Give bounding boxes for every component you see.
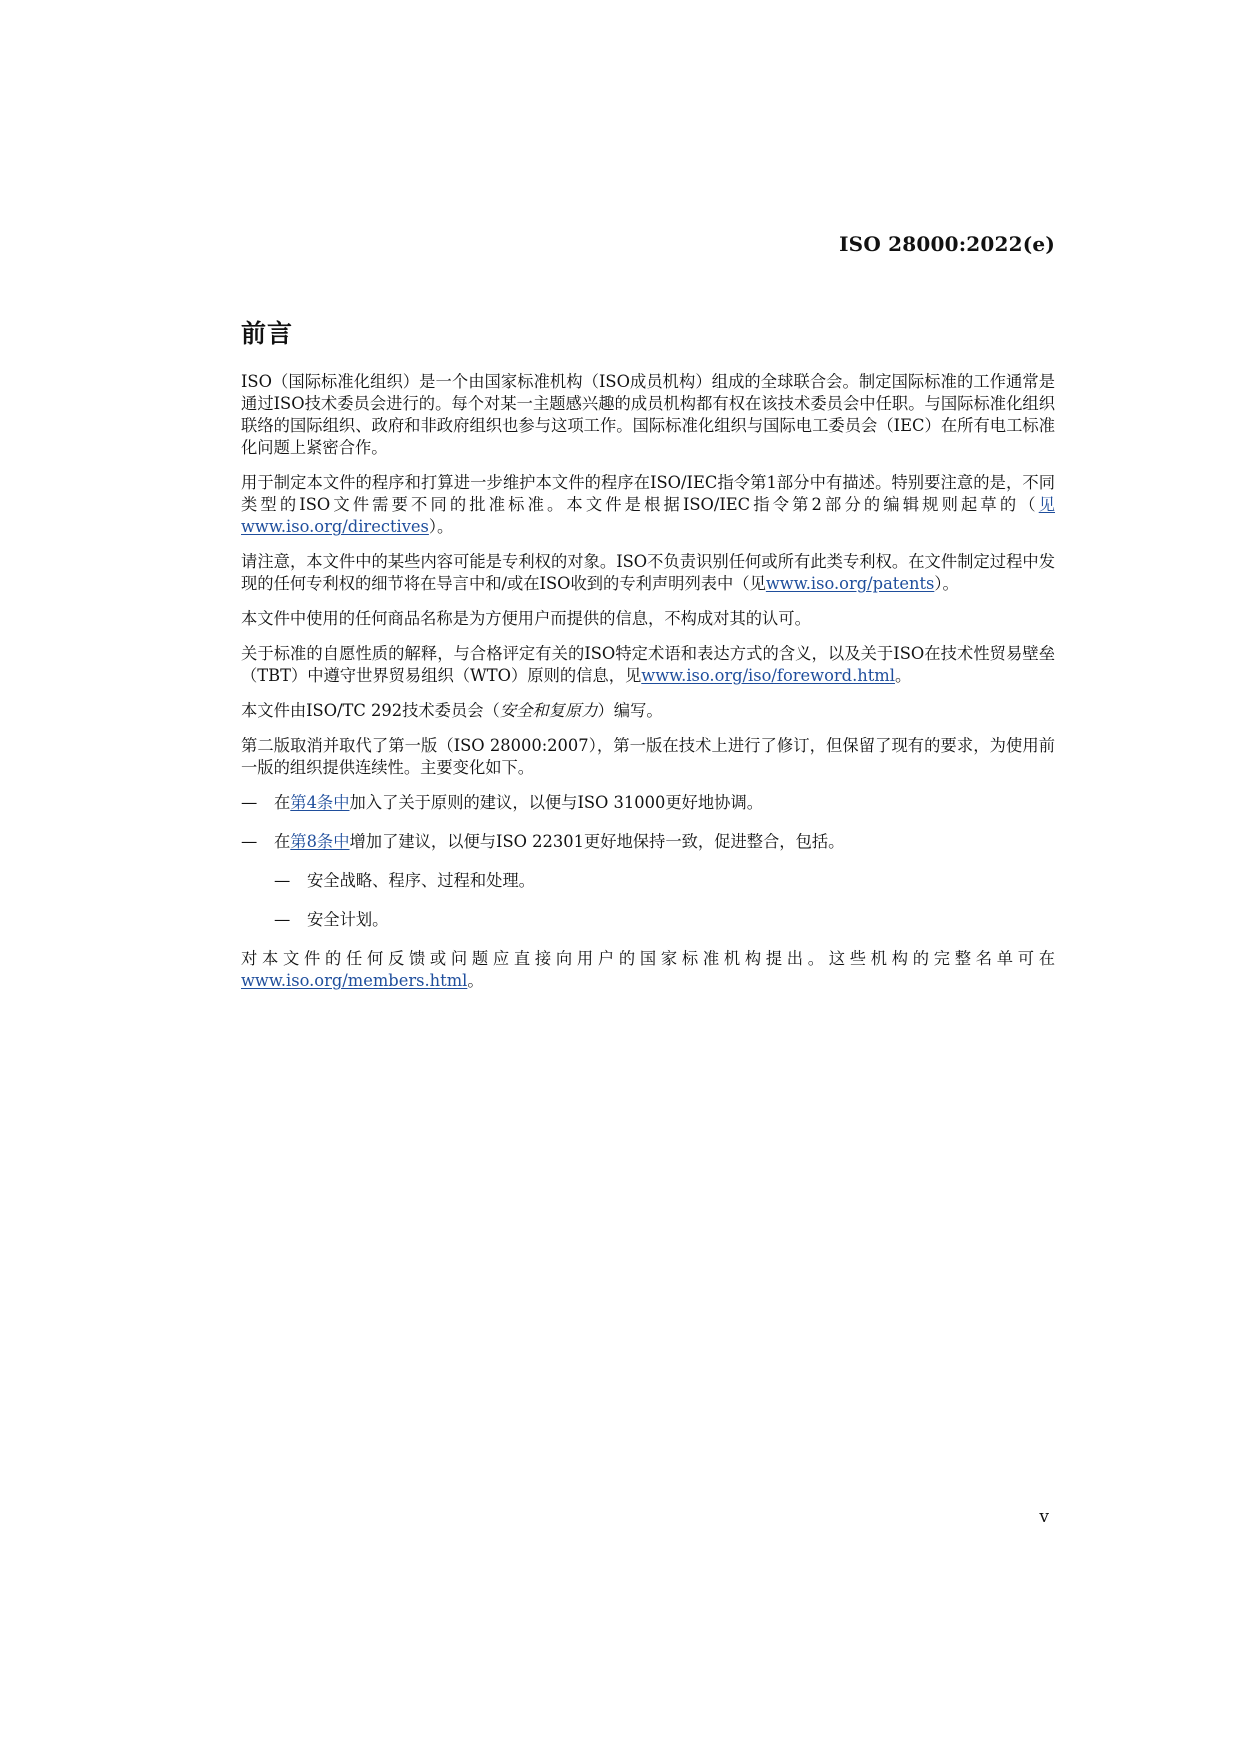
- sub-list-item: [241, 909, 1055, 931]
- clause-4-link[interactable]: 第4条中: [290, 793, 350, 812]
- page-title: 前言: [241, 319, 294, 348]
- paragraph-text: 用于制定本文件的程序和打算进一步维护本文件的程序在ISO/IEC指令第1部分中有描述。特别要注意的是，不同类型的ISO文件需要不同的批准标准。本文件是根据ISO/IEC指令第2部分的编辑规则起草的（: [241, 473, 1055, 514]
- committee-name: 安全和复原力: [499, 701, 598, 720]
- patents-link[interactable]: www.iso.org/patents: [765, 574, 935, 593]
- clause-8-link[interactable]: 第8条中: [290, 832, 350, 851]
- foreword-link[interactable]: www.iso.org/iso/foreword.html: [641, 666, 895, 685]
- list-text-part: 在: [274, 793, 291, 812]
- paragraph-committee: [241, 700, 1055, 722]
- directives-link[interactable]: 见www.iso.org/directives: [241, 495, 1055, 536]
- paragraph-trade-names: [241, 608, 1055, 630]
- page-number: v: [1039, 1507, 1049, 1527]
- change-list-item: [241, 831, 1055, 853]
- paragraph-text: 。: [467, 971, 484, 990]
- dash-bullet: —: [241, 832, 258, 851]
- list-item-text: 安全计划。: [307, 910, 389, 929]
- paragraph-text: 。: [894, 666, 912, 685]
- dash-bullet: —: [241, 793, 258, 812]
- paragraph-text: 本文件由ISO/TC 292技术委员会（: [241, 701, 500, 720]
- dash-bullet: —: [274, 871, 291, 890]
- list-item-text: 安全战略、程序、过程和处理。: [307, 871, 535, 890]
- paragraph-text: 本文件中使用的任何商品名称是为方便用户而提供的信息，不构成对其的认可。: [241, 609, 811, 628]
- paragraph-text: 第二版取消并取代了第一版（ISO 28000:2007），第一版在技术上进行了修订，但保留了现有的要求，为使用前一版的组织提供连续性。主要变化如下。: [241, 736, 1055, 777]
- list-text-part: 在: [274, 832, 291, 851]
- paragraph-edition: [241, 735, 1055, 779]
- paragraph-procedures: [241, 472, 1055, 538]
- paragraph-text: ）。: [428, 517, 454, 536]
- paragraph-text: ）。: [934, 574, 959, 593]
- paragraph-feedback: [241, 948, 1055, 992]
- paragraph-iso-intro: [241, 371, 1055, 459]
- change-list-item: [241, 792, 1055, 814]
- paragraph-text: ISO（国际标准化组织）是一个由国家标准机构（ISO成员机构）组成的全球联合会。制定国际标准的工作通常是通过ISO技术委员会进行的。每个对某一主题感兴趣的成员机构都有权在该技术委员会中任职。与国际标准化组织联络的国际组织、政府和非政府组织也参与这项工作。国际标准化组织与国际电工委员会（IEC）在所有电工标准化问题上紧密合作。: [241, 372, 1055, 457]
- paragraph-text: ）编写。: [597, 701, 663, 720]
- list-item-text: [274, 831, 844, 853]
- sub-list-item: [241, 870, 1055, 892]
- paragraph-voluntary-nature: [241, 643, 1055, 687]
- paragraph-text: 关于标准的自愿性质的解释，与合格评定有关的ISO特定术语和表达方式的含义，以及关于ISO在技术性贸易壁垒（TBT）中遵守世界贸易组织（WTO）原则的信息，见: [241, 644, 1055, 685]
- dash-bullet: —: [274, 910, 291, 929]
- paragraph-text: 请注意，本文件中的某些内容可能是专利权的对象。ISO不负责识别任何或所有此类专利权。在文件制定过程中发现的任何专利权的细节将在导言中和/或在ISO收到的专利声明列表中（见: [241, 552, 1055, 593]
- paragraph-patents: [241, 551, 1055, 595]
- list-text-part: 增加了建议，以便与ISO 22301更好地保持一致，促进整合，包括。: [349, 832, 845, 851]
- foreword-body: [241, 371, 1055, 1005]
- list-item-text: [274, 792, 763, 814]
- document-id: ISO 28000:2022(e): [839, 232, 1055, 256]
- paragraph-text: 对本文件的任何反馈或问题应直接向用户的国家标准机构提出。这些机构的完整名单可在: [241, 949, 1055, 968]
- members-link[interactable]: www.iso.org/members.html: [241, 971, 468, 990]
- list-text-part: 加入了关于原则的建议，以便与ISO 31000更好地协调。: [349, 793, 764, 812]
